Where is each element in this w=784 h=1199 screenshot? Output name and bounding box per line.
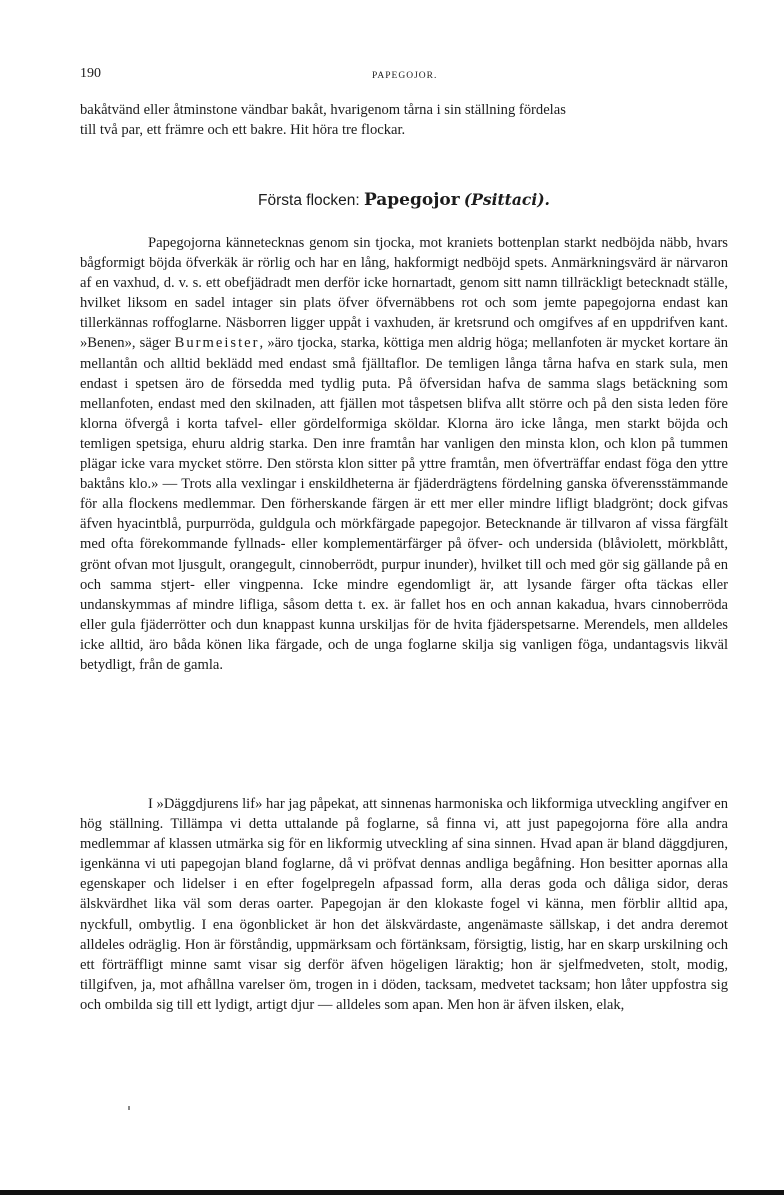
paragraph-1-before-name: Papegojorna kännetecknas genom sin tjocka, mot kraniets bottenplan starkt nedböjda näbb, hvars bågformigt böjda öfverkäk är rörlig och har en lång, hakformigt nedböjd spets. Anmärkningsvärd är närvaron af en vaxhud, d. v. s. ett obefjädradt men derför icke hornartadt, genom sitt namn tillräckligt betecknadt ställe, hvilket liksom en sadel intager sin plats öfver öfvernäbbens rot och som jemte papegojorna endast kan tillerkännas roffoglarne. Näsborren ligger uppåt i vaxhuden, är kretsrund och omgifves af en uppdrifven kant. »Benen», säger bbox=[80, 235, 728, 352]
intro-text bbox=[80, 100, 728, 140]
page-number: 190 bbox=[80, 66, 101, 81]
paragraph-2-text: I »Däggdjurens lif» har jag påpekat, att sinnenas harmoniska och likformiga utveckling angifver en hög ställning. Tillämpa vi detta uttalande på foglarne, så finna vi, att just papegojorna före alla andra medlemmar af klassen utmärka sig för en likformig utveckling af sina sinnen. Hvad apan är bland däggdjuren, igenkänna vi uti papegojan bland foglarne, då vi pröfvat dennas andliga begåfning. Hon besitter apornas alla egenskaper och lidelser i en efter fogelpregeln afpassad form, alla deras goda och dåliga sidor, deras älskvärdhet lika väl som deras oarter. Papegojan är den klokaste fogel vi känna, men förblir alltid apa, nyckfull, ombytlig. I ena ögonblicket är hon det älskvärdaste, angenämaste sällskap, i det andra deremot alldeles odräglig. Hon är förståndig, uppmärksam och förtänksam, försigtig, listig, har en skarp urskilning och ett förträffligt minne samt visar sig derför äfven högeligen läraktig; hon är sjelfmedveten, stolt, modig, tillgifven, ja, mot afhållna varelser öm, trogen in i döden, tacksam, medvetet tacksam; hon låter uppfostra sig och ombilda sig till ett lydigt, artigt djur — alldeles som apan. Men hon är äfven ilsken, elak, bbox=[80, 796, 728, 1013]
stray-mark bbox=[128, 1106, 130, 1110]
running-head: PAPEGOJOR. bbox=[372, 71, 438, 81]
bottom-border bbox=[0, 1190, 784, 1195]
intro-line: till två par, ett främre och ett bakre. Hit höra tre flockar. bbox=[80, 122, 406, 139]
paragraph-1-text bbox=[80, 233, 728, 675]
author-name: Burmeister bbox=[174, 335, 260, 352]
heading-prefix: Första flocken: bbox=[258, 192, 360, 209]
intro-line: bakåtvänd eller åtminstone vändbar bakåt, hvarigenom tårna i sin ställning fördelas bbox=[80, 102, 566, 118]
page-header bbox=[80, 66, 720, 86]
heading-latin-name: (Psittaci). bbox=[463, 190, 550, 209]
heading-title: Papegojor bbox=[363, 190, 460, 210]
paragraph-2 bbox=[80, 794, 728, 1015]
section-heading bbox=[80, 190, 728, 210]
paragraph-1-after-name: , »äro tjocka, starka, köttiga men aldrig höga; mellanfoten är mycket kortare än mellantån och alltid beklädd med endast små fjälltaflor. De temligen långa tårna hafva en stark sula, men endast i spetsen äro de försedda med tydlig puta. På öfversidan hafva de samma slags betäckning som mellanfoten, endast med den skilnaden, att fjällen mot tåspetsen blifva allt större och på den sista leden före klorna öfvergå i korta tafvel- eller gördelformiga sköldar. Klorna äro icke långa, men starkt böjda och temligen spetsiga, ehuru aldrig starka. Den inre framtån har vanligen den minsta klon, och klon på tummen plägar icke vara mycket större. Den största klon sitter på yttre framtån, men öfverträffar endast föga den yttre baktåns klo.» — Trots alla vexlingar i enskildheterna är fjäderdrägtens fördelning ganska öfverensstämmande för alla flockens medlemmar. Den förherskande färgen är ett mer eller mindre lifligt bladgrönt; dock gifvas äfven hyacintblå, purpurröda, guldgula och mörkfärgade papegojor. Betecknande är tillvaron af vissa färgfält med ofta förekommande fyllnads- eller komplementärfärger på öfver- och undersida (blåviolett, mörkblått, grönt ofvan mot ljusgult, orangegult, cinnoberrödt, purpur inunder), hvilket till och med gör sig gällande på en och samma stjert- eller vingpenna. Icke mindre egendomligt är, att lysande färger ofta täckas eller undanskymmas af mindre lifliga, såsom detta t. ex. är fallet hos en och annan kakadua, hvars cinnoberröda eller gula fjäderrötter och dun knappast kunna urskiljas för de hvita fjäderspetsarne. Merendels, men alldeles icke alltid, äro båda könen lika färgade, och de unga foglarne skilja sig vanligen föga, undantagsvis likväl betydligt, från de gamla. bbox=[80, 335, 729, 673]
paragraph-1 bbox=[80, 233, 728, 675]
